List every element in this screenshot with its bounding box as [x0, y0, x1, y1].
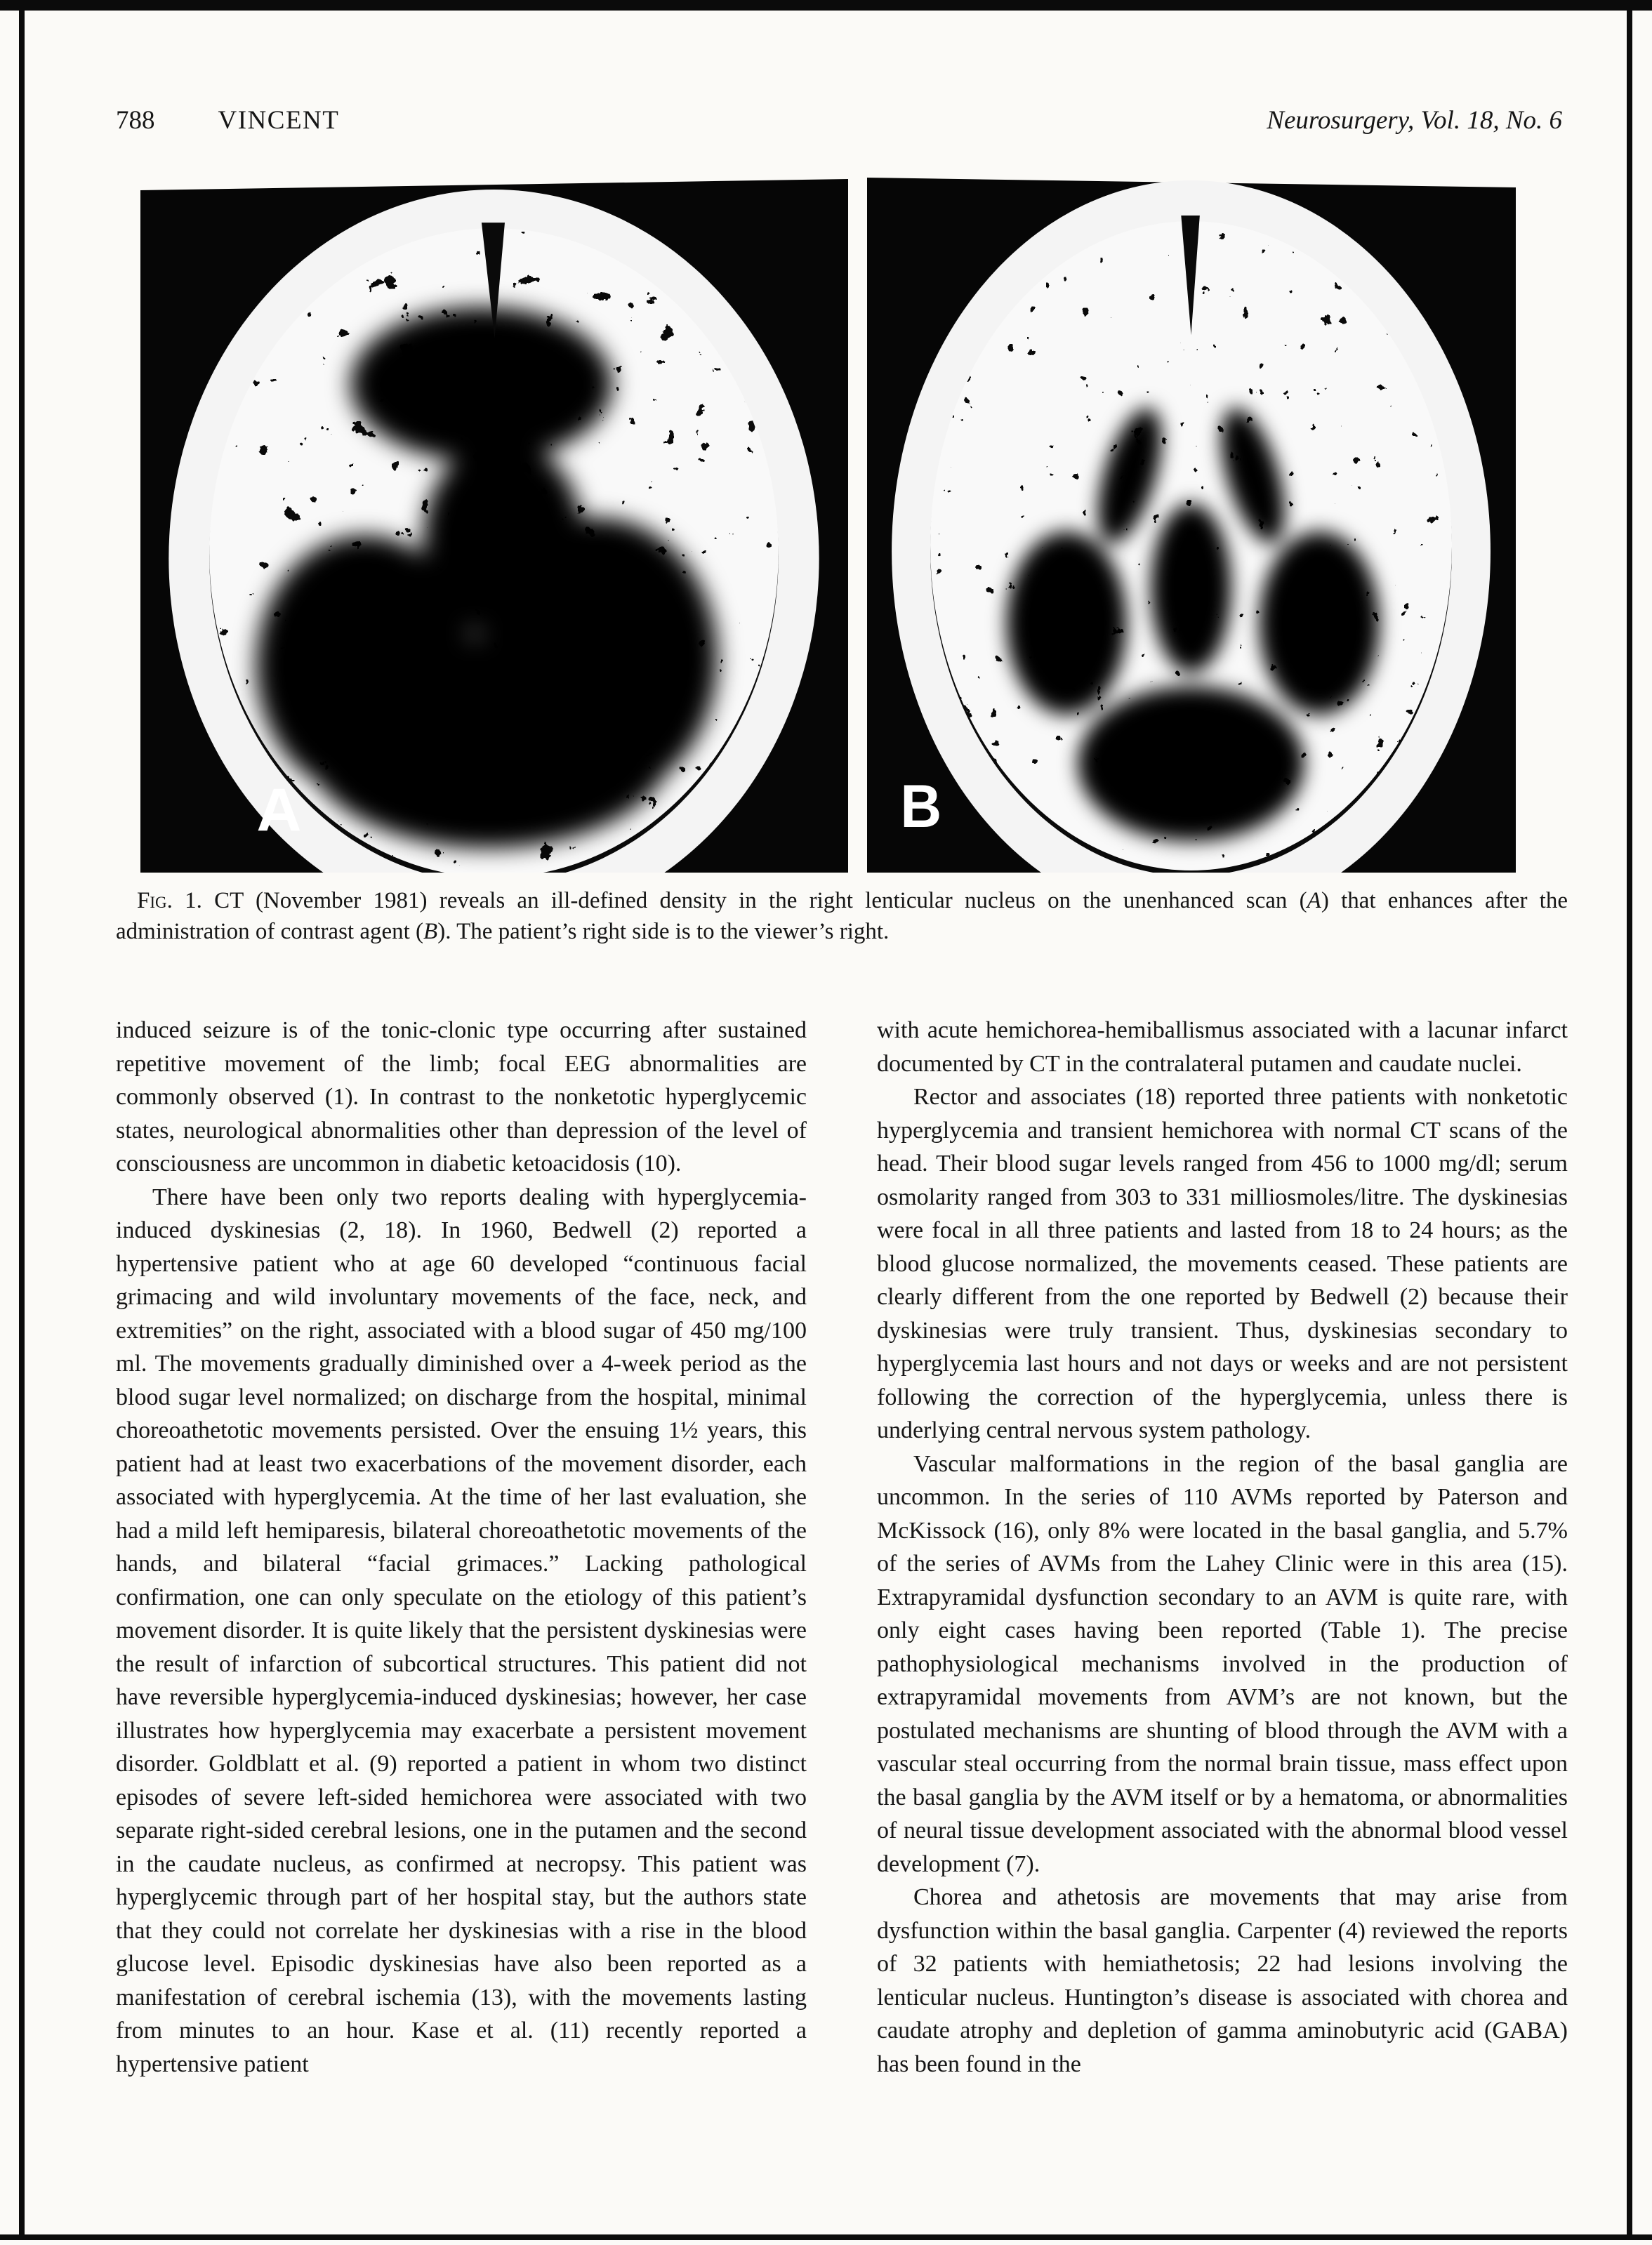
figure-1	[140, 173, 1652, 873]
paragraph: Vascular malformations in the region of the basal ganglia are uncommon. In the series of 110 AVMs reported by Paterson and McKissock (16), only 8% were located in the basal ganglia, and 5.7% of the series of AVMs from the Lahey Clinic were in this area (15). Extrapyramidal dysfunction secondary to an AVM is quite rare, with only eight cases having been reported (Table 1). The precise pathophysiological mechanisms involved in the production of extrapyramidal movements from AVM’s are not known, but the postulated mechanisms are shunting of blood through the AVM with a vascular steal occurring from the normal brain tissue, mass effect upon the basal ganglia by the AVM itself or by a hematoma, or abnormalities of neural tissue development associated with the abnormal blood vessel development (7).	[877, 1450, 1568, 1877]
figure-caption-ref-b: B	[423, 919, 438, 944]
scan-edge-top	[0, 0, 1652, 11]
running-header	[0, 0, 1652, 135]
article-body	[116, 1014, 1568, 2081]
figure-caption-part3: ). The patient’s right side is to the viewer’s right.	[437, 919, 890, 944]
paragraph: with acute hemichorea-hemiballismus associated with a lacunar infarct documented by CT in the contralateral putamen and caudate nuclei.	[877, 1017, 1568, 1077]
ct-scan-b	[867, 173, 1516, 873]
paragraph: Chorea and athetosis are movements that may arise from dysfunction within the basal ganglia. Carpenter (4) reviewed the reports of 32 patients with hemiathetosis; 22 had lesions involving the lenticular nucleus. Huntington’s disease is associated with chorea and caudate atrophy and depletion of gamma aminobutyric acid (GABA) has been found in the	[877, 1884, 1568, 2077]
figure-caption-part1: CT (November 1981) reveals an ill-defined density in the right lenticular nucleus on the unenhanced scan (	[201, 888, 1307, 913]
page-number: 788	[116, 106, 155, 135]
figure-caption-ref-a: A	[1307, 888, 1321, 913]
figure-caption-lead: Fig. 1.	[137, 888, 202, 913]
journal-reference: Neurosurgery, Vol. 18, No. 6	[1267, 106, 1562, 135]
left-column	[116, 1014, 807, 2081]
running-author: VINCENT	[218, 106, 340, 135]
paragraph: There have been only two reports dealing with hyperglycemia-induced dyskinesias (2, 18). In 1960, Bedwell (2) reported a hypertensive patient who at age 60 developed “continuous facial grimacing and wild involuntary movements of the face, neck, and extremities” on the right, associated with a blood sugar of 450 mg/100 ml. The movements gradually diminished over a 4-week period as the blood sugar level normalized; on discharge from the hospital, minimal choreoathetotic movements persisted. Over the ensuing 1½ years, this patient had at least two exacerbations of the movement disorder, each associated with hyperglycemia. At the time of her last evaluation, she had a mild left hemiparesis, bilateral choreoathetotic movements of the hands, and bilateral “facial grimaces.” Lacking pathological confirmation, one can only speculate on the etiology of this patient’s movement disorder. It is quite likely that the persistent dyskinesias were the result of infarction of subcortical structures. This patient did not have reversible hyperglycemia-induced dyskinesias; however, her case illustrates how hyperglycemia may exacerbate a persistent movement disorder. Goldblatt et al. (9) reported a patient in whom two distinct episodes of severe left-sided hemichorea were associated with two separate right-sided cerebral lesions, one in the putamen and the second in the caudate nucleus, as confirmed at necropsy. This patient was hyperglycemic through part of her hospital stay, but the authors state that they could not correlate her dyskinesias with a rise in the blood glucose level. Episodic dyskinesias have also been reported as a manifestation of cerebral ischemia (13), with the movements lasting from minutes to an hour. Kase et al. (11) recently reported a hypertensive patient	[116, 1184, 807, 2077]
ct-scan-b-image	[867, 173, 1516, 873]
scan-edge-bottom	[0, 2234, 1652, 2240]
scan-edge-left	[19, 7, 25, 2238]
paragraph: induced seizure is of the tonic-clonic type occurring after sustained repetitive movement of the limb; focal EEG abnormalities are commonly observed (1). In contrast to the nonketotic hyperglycemic states, neurological abnormalities other than depression of the level of consciousness are uncommon in diabetic ketoacidosis (10).	[116, 1017, 807, 1177]
ct-scan-a	[140, 173, 848, 873]
paragraph: Rector and associates (18) reported three patients with nonketotic hyperglycemia and transient hemichorea with normal CT scans of the head. Their blood sugar levels ranged from 456 to 1000 mg/dl; serum osmolarity ranged from 303 to 331 milliosmoles/litre. The dyskinesias were focal in all three patients and lasted from 18 to 24 hours; as the blood glucose normalized, the movements ceased. These patients are clearly different from the one reported by Bedwell (2) because their dyskinesias were truly transient. Thus, dyskinesias secondary to hyperglycemia last hours and not days or weeks and are not persistent following the correction of the hyperglycemia, unless there is underlying central nervous system pathology.	[877, 1084, 1568, 1443]
ct-scan-a-image	[140, 173, 848, 873]
right-column	[877, 1014, 1568, 2081]
scan-edge-right	[1627, 7, 1632, 2238]
panel-b-label: B	[900, 771, 942, 840]
running-header-left	[116, 105, 339, 135]
figure-caption-part2: ) that enhances after the administration of contrast agent (	[116, 888, 1568, 944]
panel-a-label: A	[256, 776, 302, 844]
figure-caption	[116, 885, 1568, 947]
